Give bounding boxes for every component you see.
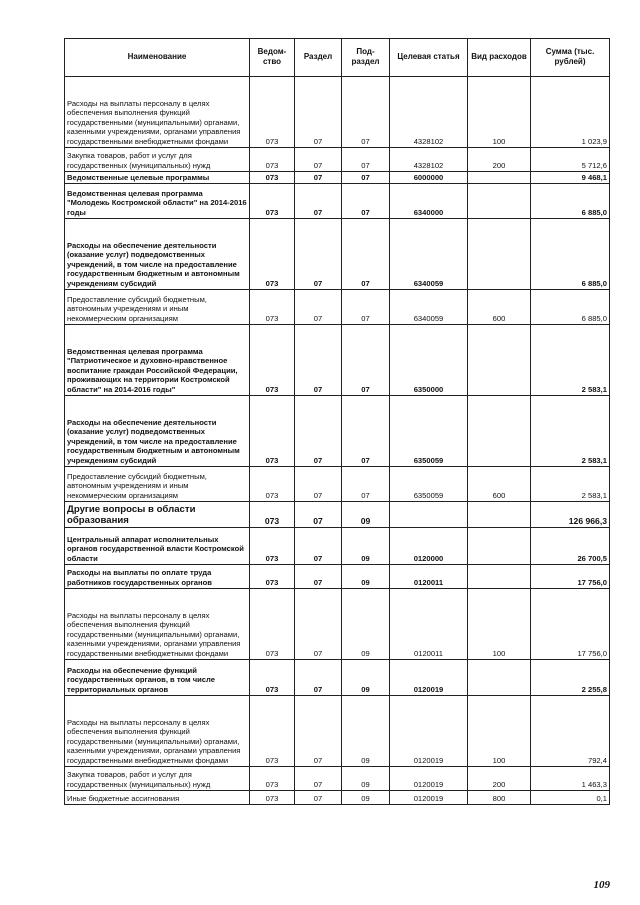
row-target-article xyxy=(390,502,468,528)
row-razdel: 07 xyxy=(295,172,342,184)
row-sum: 792,4 xyxy=(531,696,610,767)
row-target-article: 0120019 xyxy=(390,767,468,791)
row-expense-type: 100 xyxy=(468,589,531,660)
row-podrazdel: 09 xyxy=(342,660,390,696)
row-name: Расходы на обеспечение деятельности (оказание услуг) подведомственных учреждений, в том числе на предоставление государственным бюджетным и автономным учреждениям субсидий xyxy=(65,396,250,467)
row-name: Расходы на выплаты по оплате труда работников государственных органов xyxy=(65,565,250,589)
row-target-article: 6350059 xyxy=(390,396,468,467)
row-target-article: 0120019 xyxy=(390,696,468,767)
row-razdel: 07 xyxy=(295,184,342,219)
row-expense-type xyxy=(468,184,531,219)
header-ved: Ведом-ство xyxy=(250,39,295,77)
row-ved: 073 xyxy=(250,528,295,565)
row-target-article: 6000000 xyxy=(390,172,468,184)
row-razdel: 07 xyxy=(295,77,342,148)
table-row xyxy=(65,660,610,696)
row-sum: 2 255,8 xyxy=(531,660,610,696)
row-expense-type: 100 xyxy=(468,696,531,767)
row-ved: 073 xyxy=(250,396,295,467)
row-name: Ведомственные целевые программы xyxy=(65,172,250,184)
row-razdel: 07 xyxy=(295,767,342,791)
row-expense-type: 600 xyxy=(468,467,531,502)
row-name: Ведомственная целевая программа "Молодежь Костромской области" на 2014-2016 годы xyxy=(65,184,250,219)
row-razdel: 07 xyxy=(295,325,342,396)
row-target-article: 6340059 xyxy=(390,219,468,290)
row-name: Расходы на обеспечение функций государственных органов, в том числе территориальных органов xyxy=(65,660,250,696)
table-row xyxy=(65,589,610,660)
row-ved: 073 xyxy=(250,791,295,805)
row-name: Расходы на выплаты персоналу в целях обеспечения выполнения функций государственными (муниципальными) органами, казенными учреждениями, органами управления государственными внебюджетными фондами xyxy=(65,77,250,148)
row-target-article: 0120019 xyxy=(390,660,468,696)
row-ved: 073 xyxy=(250,290,295,325)
row-expense-type xyxy=(468,219,531,290)
row-razdel: 07 xyxy=(295,148,342,172)
row-ved: 073 xyxy=(250,565,295,589)
row-sum: 2 583,1 xyxy=(531,396,610,467)
row-name: Предоставление субсидий бюджетным, автономным учреждениям и иным некоммерческим организациям xyxy=(65,467,250,502)
row-expense-type: 200 xyxy=(468,767,531,791)
row-podrazdel: 07 xyxy=(342,467,390,502)
row-target-article: 0120000 xyxy=(390,528,468,565)
table-row xyxy=(65,77,610,148)
row-sum: 126 966,3 xyxy=(531,502,610,528)
table-row xyxy=(65,767,610,791)
row-sum: 2 583,1 xyxy=(531,325,610,396)
row-expense-type: 600 xyxy=(468,290,531,325)
row-name: Центральный аппарат исполнительных органов государственной власти Костромской области xyxy=(65,528,250,565)
header-sum: Сумма (тыс. рублей) xyxy=(531,39,610,77)
row-sum: 0,1 xyxy=(531,791,610,805)
header-name: Наименование xyxy=(65,39,250,77)
row-expense-type xyxy=(468,396,531,467)
row-podrazdel: 09 xyxy=(342,528,390,565)
row-podrazdel: 07 xyxy=(342,148,390,172)
row-razdel: 07 xyxy=(295,219,342,290)
budget-table xyxy=(64,38,610,805)
table-row xyxy=(65,502,610,528)
row-ved: 073 xyxy=(250,502,295,528)
row-sum: 6 885,0 xyxy=(531,184,610,219)
row-expense-type xyxy=(468,172,531,184)
row-razdel: 07 xyxy=(295,290,342,325)
row-sum: 2 583,1 xyxy=(531,467,610,502)
row-podrazdel: 09 xyxy=(342,696,390,767)
row-ved: 073 xyxy=(250,696,295,767)
header-target-article: Целевая статья xyxy=(390,39,468,77)
row-sum: 26 700,5 xyxy=(531,528,610,565)
row-name: Закупка товаров, работ и услуг для государственных (муниципальных) нужд xyxy=(65,148,250,172)
table-row xyxy=(65,528,610,565)
row-expense-type: 200 xyxy=(468,148,531,172)
row-sum: 1 463,3 xyxy=(531,767,610,791)
row-podrazdel: 07 xyxy=(342,172,390,184)
row-target-article: 6340000 xyxy=(390,184,468,219)
row-name: Закупка товаров, работ и услуг для государственных (муниципальных) нужд xyxy=(65,767,250,791)
row-podrazdel: 09 xyxy=(342,791,390,805)
row-razdel: 07 xyxy=(295,528,342,565)
table-row xyxy=(65,791,610,805)
row-target-article: 0120019 xyxy=(390,791,468,805)
row-podrazdel: 09 xyxy=(342,589,390,660)
row-target-article: 4328102 xyxy=(390,148,468,172)
row-target-article: 6350000 xyxy=(390,325,468,396)
table-row xyxy=(65,565,610,589)
table-row xyxy=(65,148,610,172)
row-ved: 073 xyxy=(250,77,295,148)
row-podrazdel: 07 xyxy=(342,290,390,325)
row-podrazdel: 09 xyxy=(342,502,390,528)
row-sum: 6 885,0 xyxy=(531,219,610,290)
header-podrazdel: Под-раздел xyxy=(342,39,390,77)
row-sum: 5 712,6 xyxy=(531,148,610,172)
row-sum: 9 468,1 xyxy=(531,172,610,184)
page-number: 109 xyxy=(593,879,610,891)
table-row xyxy=(65,184,610,219)
row-name: Предоставление субсидий бюджетным, автономным учреждениям и иным некоммерческим организациям xyxy=(65,290,250,325)
row-podrazdel: 09 xyxy=(342,767,390,791)
row-name: Расходы на обеспечение деятельности (оказание услуг) подведомственных учреждений, в том числе на предоставление государственным бюджетным и автономным учреждениям субсидий xyxy=(65,219,250,290)
row-target-article: 6350059 xyxy=(390,467,468,502)
row-razdel: 07 xyxy=(295,467,342,502)
row-podrazdel: 07 xyxy=(342,396,390,467)
row-expense-type xyxy=(468,325,531,396)
table-row xyxy=(65,325,610,396)
table-row xyxy=(65,219,610,290)
row-ved: 073 xyxy=(250,325,295,396)
header-row xyxy=(65,39,610,77)
row-podrazdel: 07 xyxy=(342,219,390,290)
row-razdel: 07 xyxy=(295,660,342,696)
row-ved: 073 xyxy=(250,148,295,172)
row-expense-type xyxy=(468,565,531,589)
row-sum: 17 756,0 xyxy=(531,589,610,660)
row-name: Расходы на выплаты персоналу в целях обеспечения выполнения функций государственными (муниципальными) органами, казенными учреждениями, органами управления государственными внебюджетными фондами xyxy=(65,696,250,767)
row-ved: 073 xyxy=(250,589,295,660)
table-row xyxy=(65,467,610,502)
row-razdel: 07 xyxy=(295,589,342,660)
row-razdel: 07 xyxy=(295,502,342,528)
row-name: Расходы на выплаты персоналу в целях обеспечения выполнения функций государственными (муниципальными) органами, казенными учреждениями, органами управления государственными внебюджетными фондами xyxy=(65,589,250,660)
row-ved: 073 xyxy=(250,172,295,184)
row-razdel: 07 xyxy=(295,791,342,805)
row-target-article: 0120011 xyxy=(390,565,468,589)
table-row xyxy=(65,290,610,325)
row-podrazdel: 07 xyxy=(342,325,390,396)
row-podrazdel: 07 xyxy=(342,184,390,219)
row-ved: 073 xyxy=(250,660,295,696)
row-target-article: 4328102 xyxy=(390,77,468,148)
row-razdel: 07 xyxy=(295,565,342,589)
row-sum: 6 885,0 xyxy=(531,290,610,325)
row-expense-type: 100 xyxy=(468,77,531,148)
header-razdel: Раздел xyxy=(295,39,342,77)
row-target-article: 0120011 xyxy=(390,589,468,660)
header-expense-type: Вид расходов xyxy=(468,39,531,77)
row-name: Ведомственная целевая программа "Патриотическое и духовно-нравственное воспитание граждан Российской Федерации, проживающих на территории Костромской области" на 2014-2016 годы" xyxy=(65,325,250,396)
row-ved: 073 xyxy=(250,184,295,219)
row-expense-type xyxy=(468,660,531,696)
row-expense-type xyxy=(468,502,531,528)
row-name: Другие вопросы в области образования xyxy=(65,502,250,528)
row-expense-type: 800 xyxy=(468,791,531,805)
row-ved: 073 xyxy=(250,767,295,791)
row-target-article: 6340059 xyxy=(390,290,468,325)
table-row xyxy=(65,396,610,467)
row-podrazdel: 09 xyxy=(342,565,390,589)
row-razdel: 07 xyxy=(295,696,342,767)
row-podrazdel: 07 xyxy=(342,77,390,148)
table-row xyxy=(65,696,610,767)
row-expense-type xyxy=(468,528,531,565)
row-ved: 073 xyxy=(250,467,295,502)
row-name: Иные бюджетные ассигнования xyxy=(65,791,250,805)
row-razdel: 07 xyxy=(295,396,342,467)
table-row xyxy=(65,172,610,184)
row-ved: 073 xyxy=(250,219,295,290)
row-sum: 17 756,0 xyxy=(531,565,610,589)
row-sum: 1 023,9 xyxy=(531,77,610,148)
